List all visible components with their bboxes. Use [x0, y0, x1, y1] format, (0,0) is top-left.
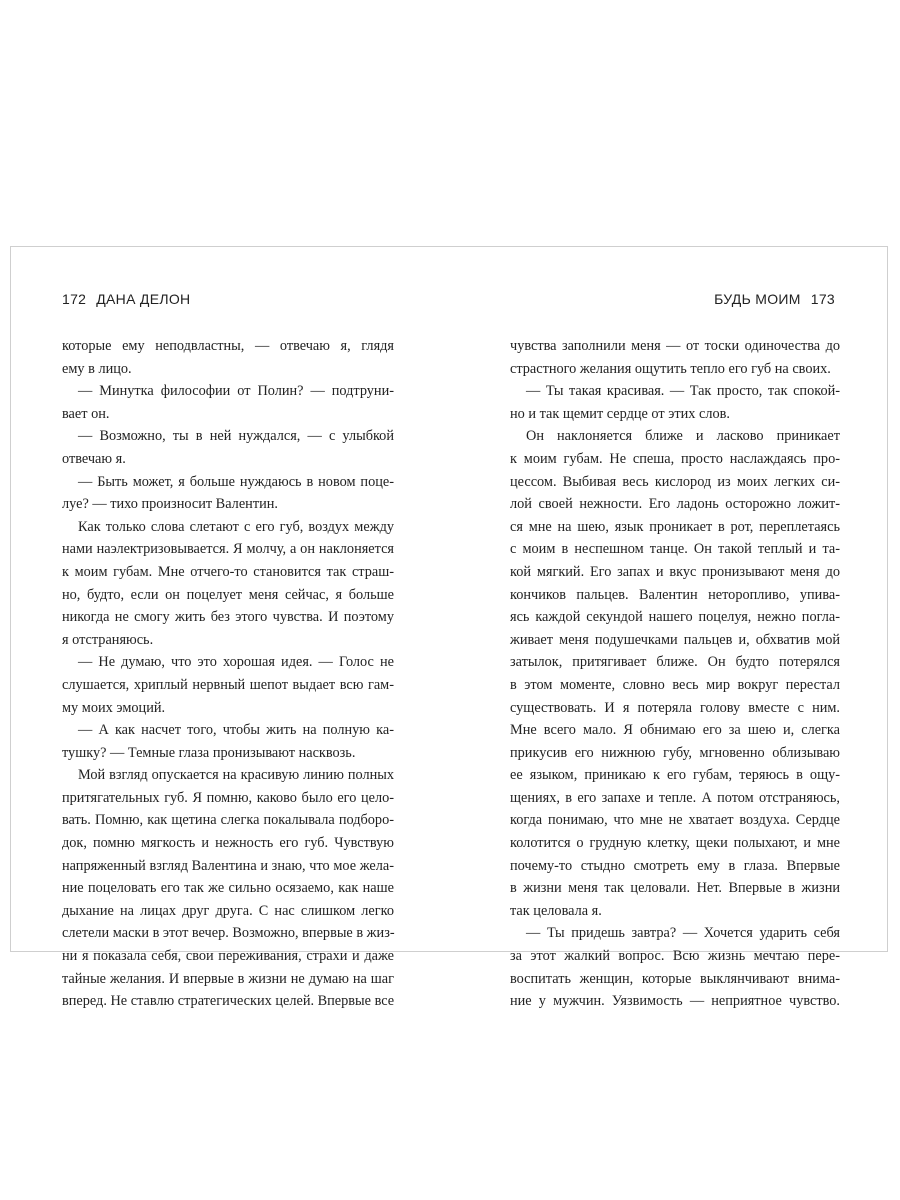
text-line: прикусив его нижнюю губу, мгновенно облизываю	[510, 744, 840, 761]
text-line: когда понимаю, что мне не хватает воздуха. Сердце	[510, 812, 840, 829]
text-line: которые ему неподвластны, — отвечаю я, глядя	[62, 338, 394, 354]
right-page-number: 173	[810, 291, 835, 307]
text-line: так целовала я.	[510, 902, 602, 919]
text-line: ясь каждой секундой нашего поцелуя, нежно погла-	[510, 609, 840, 626]
text-line: никогда не смогу жить без этого чувства. И поэтому	[62, 609, 394, 626]
text-line: ся мне на шею, язык проникает в рот, переплетаясь	[510, 518, 840, 535]
text-line: слетели маски в этот вечер. Возможно, впервые в жиз-	[62, 925, 395, 942]
text-line: живает меня подушечками пальцев и, обхватив мой	[510, 631, 840, 648]
text-line: ние у мужчин. Уязвимость — неприятное чувство.	[510, 993, 840, 1010]
text-line: лой своей нежности. Его ладонь осторожно ложит-	[510, 496, 840, 513]
text-line: щениях, в его запахе и тепле. А потом отстраняюсь,	[510, 789, 840, 806]
text-line: с моим в неспешном танце. Он такой теплый и та-	[510, 541, 840, 558]
text-line: за этот жалкий вопрос. Всю жизнь мечтаю пере-	[510, 948, 840, 965]
text-line: му моих эмоций.	[62, 699, 166, 716]
text-line: притягательных губ. Я помню, каково было его цело-	[62, 789, 394, 806]
text-line: чувства заполнили меня — от тоски одиночества до	[510, 338, 840, 354]
text-line: вать. Помню, как щетина слегка покалывала подборо-	[62, 812, 394, 829]
text-line: страстного желания ощутить тепло его губ на своих.	[510, 360, 831, 377]
text-line: — Минутка философии от Полин? — подтруни-	[78, 383, 394, 400]
text-line: ние поцеловать его так же сильно осязаемо, как наше	[62, 880, 394, 897]
right-running-head	[714, 291, 835, 307]
text-line: вперед. Не ставлю стратегических целей. Впервые все	[62, 993, 395, 1010]
text-line: — А как насчет того, чтобы жить на полную ка-	[78, 722, 394, 739]
text-line: в жизни меня так целовали. Нет. Впервые в жизни	[510, 880, 840, 897]
left-page	[11, 247, 450, 1010]
text-line: отвечаю я.	[62, 450, 126, 467]
left-author-name: ДАНА ДЕЛОН	[96, 291, 191, 307]
text-line: тушку? — Темные глаза пронизывают насквозь.	[62, 744, 356, 761]
text-line: цессом. Выбивая весь кислород из моих легких си-	[510, 473, 840, 490]
left-running-head	[62, 291, 190, 307]
text-line: ни я показала себя, свои переживания, страхи и даже	[62, 948, 394, 965]
text-line: кончиков пальцев. Валентин неторопливо, упива-	[510, 586, 840, 603]
text-line: я отстраняюсь.	[62, 631, 154, 648]
book-spread	[10, 246, 888, 1010]
right-book-title: БУДЬ МОИМ	[714, 291, 801, 307]
text-line: Мой взгляд опускается на красивую линию полных	[78, 767, 394, 784]
text-line: тайные желания. И впервые в жизни не думаю на шаг	[62, 970, 394, 987]
text-line: нами наэлектризовывается. Я молчу, а он наклоняется	[62, 541, 394, 558]
text-line: Он наклоняется ближе и ласково приникает	[526, 428, 840, 445]
text-line: луе? — тихо произносит Валентин.	[62, 496, 278, 513]
text-line: ее языком, приникаю к его губам, теряюсь в ощу-	[510, 767, 840, 784]
text-line: почему-то стыдно смотреть ему в глаза. Впервые	[510, 857, 840, 874]
text-line: к моим губам. Мне отчего-то становится так страш-	[62, 563, 394, 580]
right-page-text	[510, 335, 840, 1013]
text-line: но и так щемит сердце от этих слов.	[510, 405, 730, 422]
text-line: — Не думаю, что это хорошая идея. — Голос не	[78, 654, 394, 671]
text-line: — Ты придешь завтра? — Хочется ударить себя	[526, 925, 840, 942]
text-line: док, помню мягкость и нежность его губ. Чувствую	[62, 835, 394, 852]
text-line: — Возможно, ты в ней нуждался, — с улыбкой	[78, 428, 394, 445]
text-line: Мне всего мало. Я обнимаю его за шею и, слегка	[510, 722, 840, 739]
text-line: колотится о грудную клетку, щеки полыхают, и мне	[510, 835, 840, 852]
text-line: кой мягкий. Его запах и вкус пронизывают меня до	[510, 563, 840, 580]
text-line: Как только слова слетают с его губ, воздух между	[78, 518, 394, 535]
right-page	[450, 247, 888, 1010]
text-line: затылок, притягивает ближе. Он будто потерялся	[510, 654, 840, 671]
text-line: существовать. И я потеряла голову вместе с ним.	[510, 699, 840, 716]
text-line: слушается, хриплый нервный шепот выдает всю гам-	[62, 676, 394, 693]
left-page-number: 172	[62, 291, 87, 307]
text-line: воспитать женщин, которые выклянчивают внима-	[510, 970, 840, 987]
text-line: дыхание на лицах друг друга. С нас слишком легко	[62, 902, 394, 919]
text-line: к моим губам. Не спеша, просто наслаждаясь про-	[510, 450, 840, 467]
text-line: в этом моменте, словно весь мир вокруг перестал	[510, 676, 840, 693]
text-line: — Быть может, я больше нуждаюсь в новом поце-	[78, 473, 394, 490]
text-line: напряженный взгляд Валентина и знаю, что мое жела-	[62, 857, 394, 874]
text-line: но, будто, если он поцелует меня сейчас, я больше	[62, 586, 394, 603]
left-page-text	[62, 335, 394, 1013]
text-line: — Ты такая красивая. — Так просто, так спокой-	[526, 383, 840, 400]
text-line: ему в лицо.	[62, 360, 132, 377]
text-line: вает он.	[62, 405, 110, 422]
